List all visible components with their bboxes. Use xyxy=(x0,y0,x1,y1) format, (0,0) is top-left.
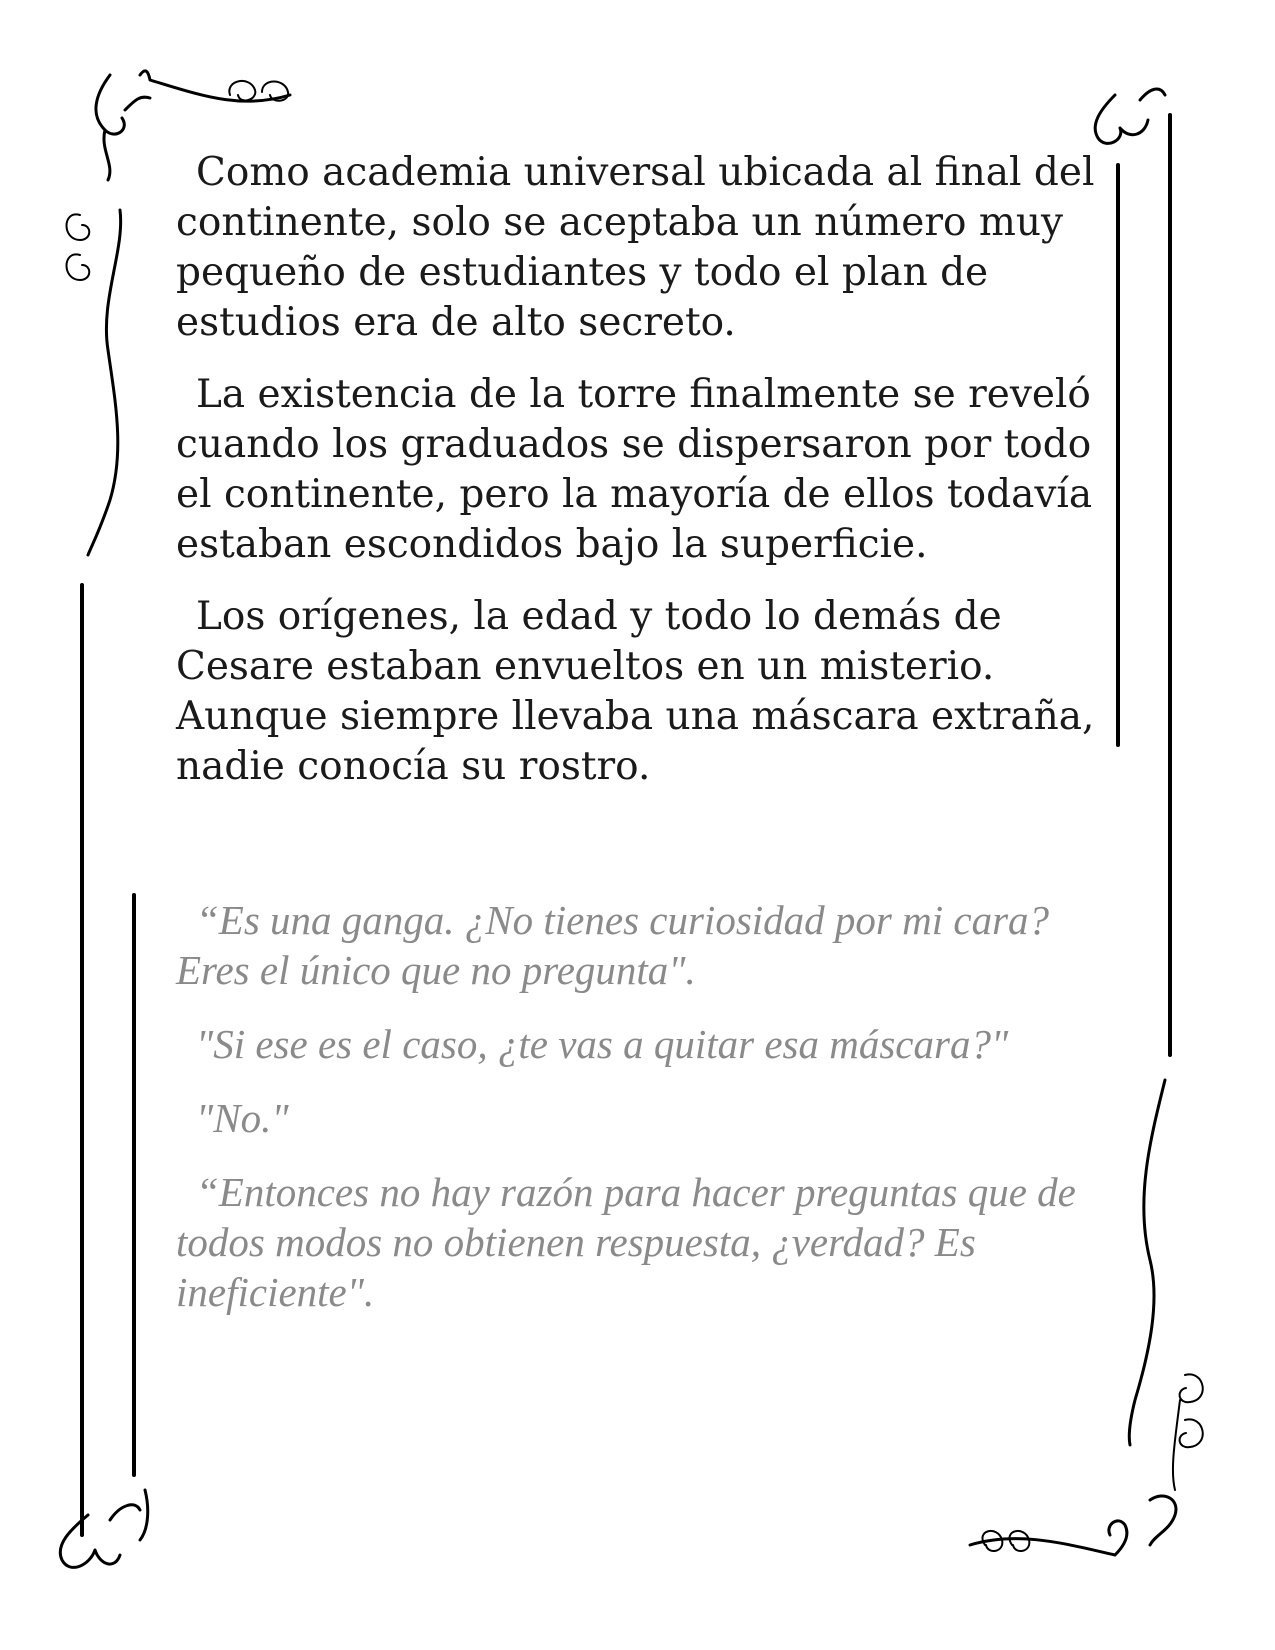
flourish-wave-right xyxy=(1129,1080,1165,1445)
flourish-top-left xyxy=(140,71,290,101)
flourish-top-right xyxy=(1095,89,1165,143)
flourish-loops-left xyxy=(67,214,90,280)
flourish-loops-right xyxy=(1173,1374,1203,1490)
dialogue-line-2: "Si ese es el caso, ¿te vas a quitar esa máscara?" xyxy=(196,1021,1009,1067)
narration-paragraph-1: Como academia universal ubicada al final del continente, solo se aceptaba un número muy pequeño de estudiantes y todo el plan de estudios era de alto secreto. xyxy=(176,150,1095,345)
dialogue-block xyxy=(176,895,1106,1341)
dialogue-line-4: “Entonces no hay razón para hacer preguntas que de todos modos no obtienen respuesta, ¿verdad? Es ineficiente". xyxy=(176,1169,1076,1315)
flourish-stem-top-left xyxy=(96,75,150,180)
dialogue-line-1: “Es una ganga. ¿No tienes curiosidad por mi cara? Eres el único que no pregunta". xyxy=(176,897,1050,993)
narration-block xyxy=(176,148,1106,814)
narration-paragraph-3: Los orígenes, la edad y todo lo demás de Cesare estaban envueltos en un misterio. Aunque siempre llevaba una máscara extraña, nadie conocía su rostro. xyxy=(176,594,1095,789)
narration-paragraph-2: La existencia de la torre finalmente se reveló cuando los graduados se dispersaron por todo el continente, pero la mayoría de ellos todavía estaban escondidos bajo la superficie. xyxy=(176,372,1093,567)
flourish-bottom-left xyxy=(60,1490,147,1567)
dialogue-line-3: "No." xyxy=(196,1095,289,1141)
flourish-wave-left xyxy=(88,210,121,555)
